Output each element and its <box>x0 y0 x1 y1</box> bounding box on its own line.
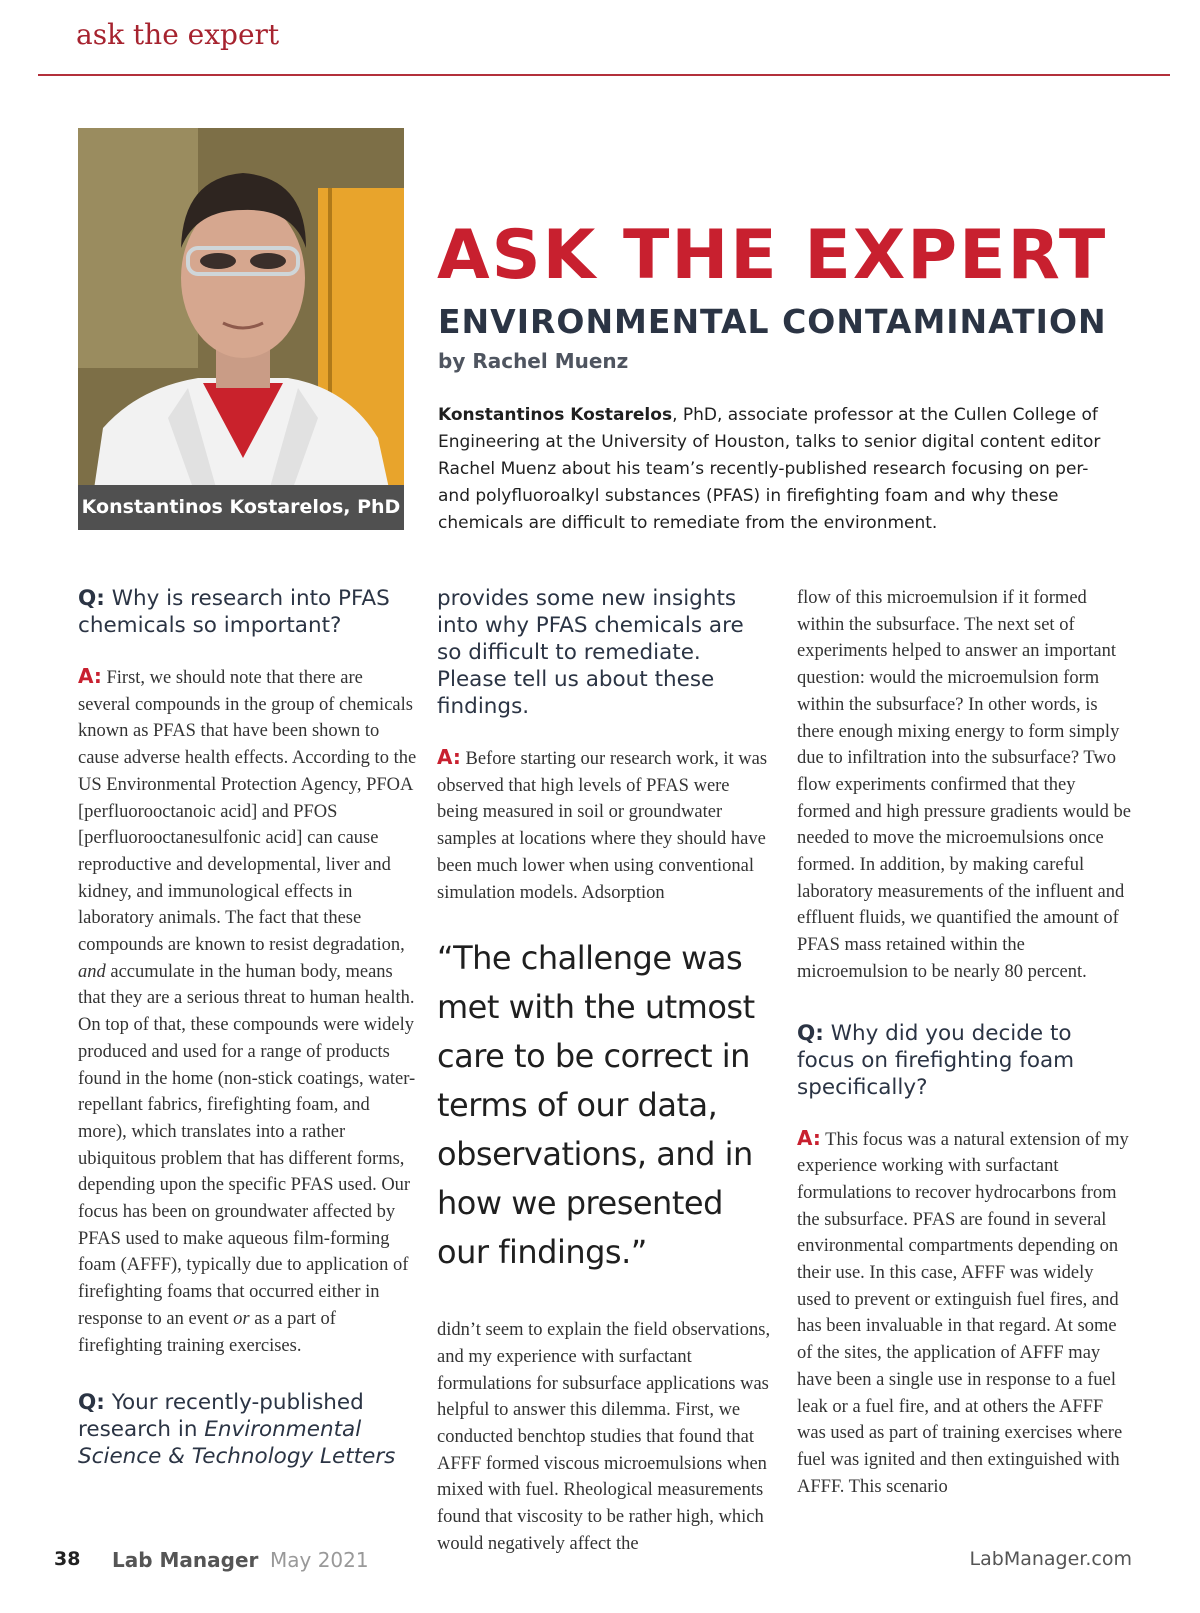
header-rule <box>38 74 1170 76</box>
running-head: ask the expert <box>76 18 280 51</box>
website-link[interactable]: LabManager.com <box>969 1548 1132 1570</box>
intro-paragraph <box>438 402 1118 537</box>
question-2-continued: provides some new insights into why PFAS chemicals are so difficult to remediate. Please tell us about these findings. <box>437 586 744 719</box>
page-number: 38 <box>54 1548 81 1570</box>
expert-photo <box>78 128 404 530</box>
question-text: Your recently-published research in <box>78 1390 364 1443</box>
answer-text: First, we should note that there are several compounds in the group of chemicals known as PFAS that have been shown to cause adverse health effects. According to the US Environmental Protection Agency, PFOA [perfluorooctanoic acid] and PFOS [perfluorooctanesulfonic acid] can cause reproductive and developmental, liver and kidney, and immunological effects in laboratory animals. The fact that these compounds are known to resist degradation, <box>78 668 417 956</box>
answer-label: A: <box>78 664 102 688</box>
answer-text: This focus was a natural extension of my experience working with surfactant formulations to recover hydrocarbons from the subsurface. PFAS are found in several environmental compartments depending on their use. In this case, AFFF was widely used to prevent or extinguish fuel fires, and has been invaluable in that regard. At some of the sites, the application of AFFF may have been a single use in response to a fuel leak or a fuel fire, and at others the AFFF was used as part of training exercises where fuel was ignited and then extinguished with AFFF. This scenario <box>797 1129 1129 1497</box>
magazine-name: Lab Manager <box>112 1548 259 1572</box>
answer-2 <box>437 744 772 906</box>
journal-title: Environmental Science & Technology Letters <box>78 1417 396 1470</box>
photo-caption: Konstantinos Kostarelos, PhD <box>78 485 404 530</box>
pull-quote: “The challenge was met with the utmost care to be correct in terms of our data, observations, and in how we presented our findings.” <box>437 939 755 1272</box>
intro-name: Konstantinos Kostarelos <box>438 405 673 425</box>
column-1 <box>78 585 418 1494</box>
emphasis-or: or <box>233 1308 250 1329</box>
column-3 <box>797 585 1132 1520</box>
answer-1 <box>78 663 418 1359</box>
answer-label: A: <box>437 745 461 769</box>
byline: by Rachel Muenz <box>438 349 629 373</box>
question-label: Q: <box>78 1390 105 1416</box>
question-label: Q: <box>78 586 105 611</box>
question-3 <box>797 1020 1132 1101</box>
issue-date: May 2021 <box>270 1548 369 1572</box>
column-2 <box>437 585 772 1578</box>
answer-text: as a part of firefighting training exercises. <box>78 1308 336 1356</box>
answer-text: accumulate in the human body, means that they are a serious threat to human health. On top of that, these compounds were widely produced and used for a range of products found in the home (non-stick coatings, water-repellant fabrics, firefighting foam, and more), which translates into a rather ubiquitous problem that has different forms, depending upon the specific PFAS used. Our focus has been on groundwater affected by PFAS used to make aqueous film-forming foam (AFFF), typically due to application of firefighting foams that occurred either in response to an event <box>78 961 416 1329</box>
article-title: ASK THE EXPERT <box>437 216 1108 295</box>
portrait-illustration <box>78 128 404 530</box>
article-subtitle: ENVIRONMENTAL CONTAMINATION <box>438 302 1107 341</box>
question-text: Why is research into PFAS chemicals so important? <box>78 586 390 638</box>
answer-3 <box>797 1125 1132 1501</box>
emphasis-and: and <box>78 961 106 982</box>
answer-text: Before starting our research work, it was observed that high levels of PFAS were being measured in soil or groundwater samples at locations where they should have been much lower when using conventional simulation models. Adsorption <box>437 749 768 903</box>
question-1 <box>78 585 418 639</box>
answer-label: A: <box>797 1125 821 1150</box>
answer-2-continued: didn’t seem to explain the field observations, and my experience with surfactant formulations for subsurface applications was helpful to answer this dilemma. First, we conducted benchtop studies that found that AFFF formed viscous microemulsions when mixed with fuel. Rheological measurements found that viscosity to be rather high, which would negatively affect the <box>437 1320 771 1554</box>
answer-2-continued: flow of this microemulsion if it formed within the subsurface. The next set of experiments helped to answer an important question: would the microemulsion form within the subsurface? In other words, is there enough mixing energy to form simply due to infiltration into the subsurface? Two flow experiments confirmed that they formed and high pressure gradients would be needed to move the microemulsions once formed. In addition, by making careful laboratory measurements of the influent and effluent fluids, we quantified the amount of PFAS mass retained within the microemulsion to be nearly 80 percent. <box>797 588 1131 982</box>
question-2 <box>78 1389 418 1470</box>
question-text: Why did you decide to focus on firefighting foam specifically? <box>797 1020 1075 1100</box>
intro-text: , PhD, associate professor at the Cullen College of Engineering at the University of Houston, talks to senior digital content editor Rachel Muenz about his team’s recently-published research focusing on per- and polyfluoroalkyl substances (PFAS) in firefighting foam and why these chemicals are difficult to remediate from the environment. <box>438 405 1101 533</box>
question-label: Q: <box>797 1020 824 1046</box>
page-footer <box>0 1548 1200 1578</box>
